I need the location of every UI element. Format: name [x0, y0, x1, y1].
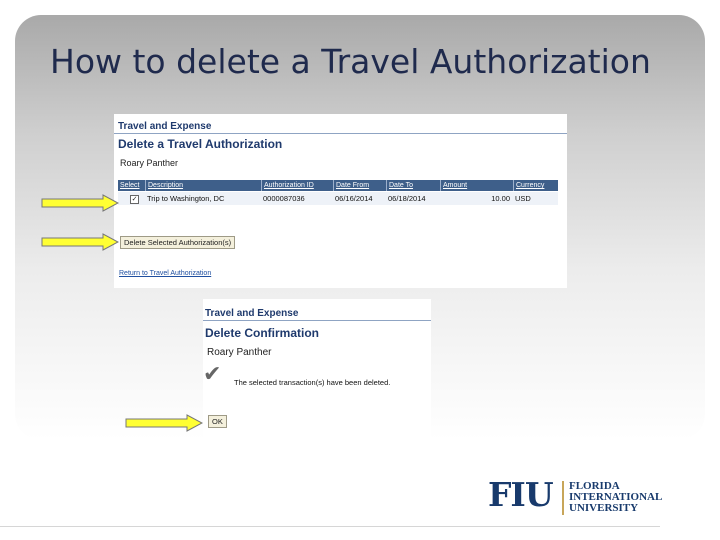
checkmark-icon: ✔	[203, 361, 222, 386]
ok-button[interactable]: OK	[208, 415, 227, 428]
header-divider	[203, 320, 431, 321]
slide-title: How to delete a Travel Authorization	[50, 42, 651, 81]
logo-mark: FIU	[488, 475, 553, 514]
logo-line-2: INTERNATIONAL	[569, 491, 663, 503]
section-title: Travel and Expense	[205, 308, 299, 319]
row-authorization-id: 0000087036	[263, 194, 305, 203]
header-divider	[114, 133, 567, 134]
column-header-select[interactable]: Select	[120, 182, 140, 189]
footer-divider	[0, 526, 660, 527]
column-header-date-to[interactable]: Date To	[386, 180, 440, 191]
row-date-to: 06/18/2014	[388, 194, 426, 203]
table-row	[118, 192, 558, 205]
pointer-arrow-icon	[41, 194, 119, 212]
logo-line-1: FLORIDA	[569, 480, 620, 492]
page-title: Delete a Travel Authorization	[118, 137, 283, 151]
pointer-arrow-icon	[41, 233, 119, 251]
delete-selected-button[interactable]: Delete Selected Authorization(s)	[120, 236, 235, 249]
logo-divider	[562, 481, 564, 515]
select-checkbox[interactable]: ✓	[131, 196, 138, 203]
logo-line-3: UNIVERSITY	[569, 502, 639, 514]
delete-authorization-screenshot	[114, 114, 567, 288]
row-currency: USD	[515, 194, 531, 203]
section-title: Travel and Expense	[118, 121, 212, 132]
user-name: Roary Panther	[120, 158, 179, 168]
column-header-amount[interactable]: Amount	[440, 180, 513, 191]
column-header-description[interactable]: Description	[145, 180, 261, 191]
page-title: Delete Confirmation	[205, 326, 320, 340]
user-name: Roary Panther	[207, 347, 272, 358]
confirmation-message: The selected transaction(s) have been deleted.	[234, 378, 391, 387]
grid-header	[118, 180, 558, 191]
column-header-currency[interactable]: Currency	[513, 180, 558, 191]
pointer-arrow-icon	[125, 414, 203, 432]
delete-confirmation-screenshot	[203, 299, 431, 437]
row-description: Trip to Washington, DC	[147, 194, 225, 203]
column-header-authorization-id[interactable]: Authorization ID	[261, 180, 333, 191]
column-header-date-from[interactable]: Date From	[333, 180, 386, 191]
row-amount: 10.00	[491, 194, 510, 203]
row-date-from: 06/16/2014	[335, 194, 373, 203]
return-to-travel-authorization-link[interactable]: Return to Travel Authorization	[119, 270, 212, 277]
